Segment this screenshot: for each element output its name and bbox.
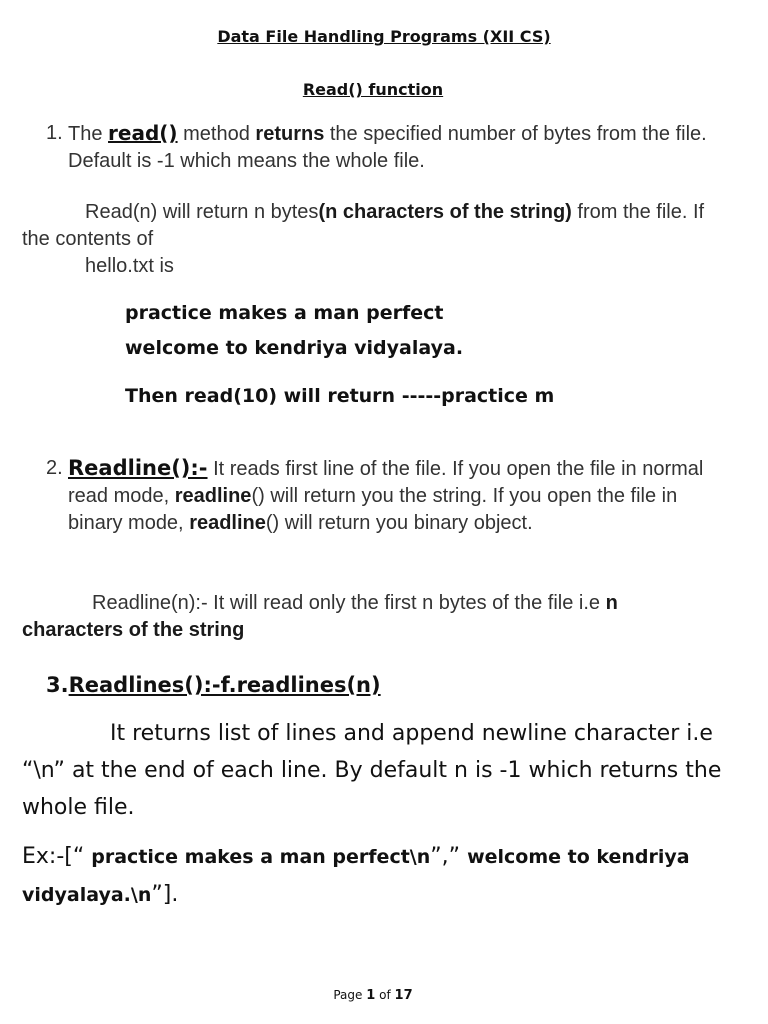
readn-part1: Read(n) will return n bytes: [85, 201, 319, 223]
sample-result: Then read(10) will return -----practice m: [125, 385, 555, 407]
item2-paragraph: [68, 455, 718, 537]
footer-page-num: 1: [366, 988, 376, 1003]
readn-bold: (n characters of the string): [318, 201, 572, 223]
list-number-3: 3.: [46, 673, 69, 697]
readlines-keyword: Readlines():-f.readlines(n): [68, 673, 381, 697]
item3-text: It returns list of lines and append newline character i.e “\n” at the end of each line. By default n is -1 which returns the whole file.: [22, 721, 722, 820]
example-prefix: Ex:-[“: [22, 844, 85, 869]
sample-line-1: practice makes a man perfect: [125, 302, 444, 324]
readn-part2: from the file. If the contents of: [22, 201, 705, 250]
item1-paragraph: [68, 120, 728, 175]
item2-text3: () will return you binary object.: [265, 512, 533, 534]
readlinen-bold: n characters of the string: [22, 592, 618, 641]
item2-text2: () will return you the string. If you open the file in binary mode,: [68, 485, 678, 534]
example-bold2: welcome to kendriya vidyalaya.\n: [22, 846, 690, 906]
item1-method: method: [183, 123, 250, 145]
section-title: Read() function: [302, 80, 444, 99]
example-bold1: practice makes a man perfect\n: [91, 846, 431, 868]
readline-keyword: Readline():-: [68, 456, 208, 480]
list-number-2: 2.: [46, 457, 63, 479]
sample-line-2: welcome to kendriya vidyalaya.: [125, 337, 464, 359]
readlinen-text: Readline(n):- It will read only the first n bytes of the file i.e: [92, 592, 601, 614]
example-paragraph: [22, 838, 742, 914]
footer-of-word: of: [379, 988, 391, 1002]
footer-total: 17: [394, 988, 413, 1003]
item1-returns: returns: [255, 123, 325, 145]
item2-text1: It reads first line of the file. If you open the file in normal read mode,: [68, 458, 704, 507]
item1-the: The: [68, 123, 103, 145]
list-number-1: 1.: [46, 122, 63, 144]
readlinen-paragraph: [22, 590, 722, 644]
readn-part3: hello.txt is: [85, 255, 174, 277]
item2-kw3: readline: [189, 512, 266, 534]
item1-rest: the specified number of bytes from the file. Default is -1 which means the whole file.: [68, 123, 707, 172]
item3-heading: [46, 673, 381, 697]
document-title: Data File Handling Programs (XII CS): [217, 27, 551, 46]
item2-kw2: readline: [174, 485, 252, 507]
read-keyword: read(): [108, 121, 178, 145]
example-mid: ”,”: [430, 844, 461, 869]
footer-page-word: Page: [333, 988, 363, 1002]
item3-paragraph: [22, 715, 742, 826]
example-suffix: ”].: [151, 882, 179, 907]
page-footer: [0, 988, 746, 1003]
readn-paragraph: [22, 199, 712, 280]
